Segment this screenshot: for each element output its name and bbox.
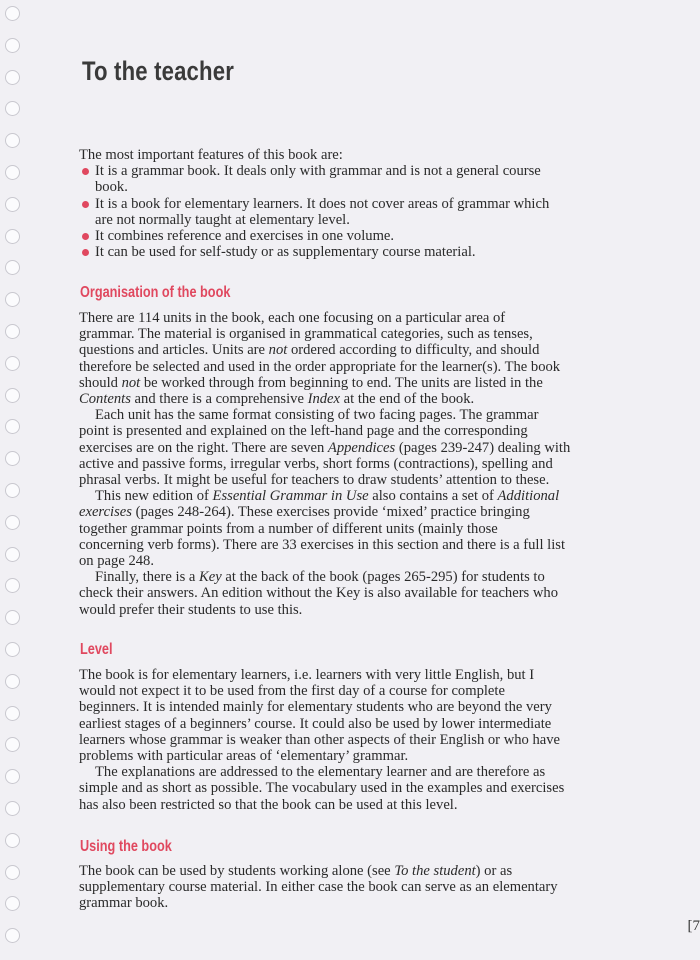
text-segment: The most important features of this book are:	[79, 147, 343, 163]
italic-text: Appendices	[327, 439, 396, 456]
text-line	[79, 699, 619, 715]
binder-hole-icon	[5, 356, 20, 371]
binder-hole-icon	[5, 515, 20, 530]
bullet-icon	[82, 201, 89, 208]
text-segment: Finally, there is a	[95, 569, 200, 586]
italic-text: not	[121, 374, 141, 391]
text-line	[79, 569, 619, 585]
binder-hole-icon	[5, 865, 20, 880]
text-segment: check their answers. An edition without the Key is also available for teachers who	[79, 585, 559, 602]
page-title: To the teacher	[82, 56, 234, 86]
binder-hole-icon	[5, 547, 20, 562]
binder-hole-icon	[5, 737, 20, 752]
using-block	[79, 863, 619, 912]
text-segment: exercises are on the right. There are seven	[79, 439, 328, 456]
binder-hole-icon	[5, 165, 20, 180]
text-line	[79, 179, 619, 195]
text-segment: on page 248.	[79, 553, 154, 570]
binder-hole-icon	[5, 197, 20, 212]
italic-text: Additional	[497, 488, 560, 505]
text-segment: therefore be selected and used in the order appropriate for the learner(s). The book	[79, 358, 561, 375]
text-line	[79, 780, 619, 796]
text-line	[79, 310, 619, 326]
binder-hole-icon	[5, 578, 20, 593]
level-block	[79, 667, 619, 813]
text-segment: problems with particular areas of ‘elementary’ grammar.	[79, 748, 409, 765]
binder-hole-icon	[5, 419, 20, 434]
text-segment: should	[79, 374, 122, 391]
intro-block	[79, 147, 619, 260]
text-segment: ) or as	[475, 863, 513, 879]
text-line	[79, 147, 619, 163]
binder-hole-icon	[5, 833, 20, 848]
text-segment: be worked through from beginning to end. The units are listed in the	[140, 374, 543, 391]
binder-hole-icon	[5, 896, 20, 911]
text-segment: concerning verb forms). There are 33 exercises in this section and there is a full list	[79, 536, 566, 553]
text-segment: This new edition of	[95, 488, 213, 505]
binder-hole-icon	[5, 801, 20, 816]
text-segment: are not normally taught at elementary level.	[95, 211, 350, 228]
italic-text: not	[268, 342, 288, 359]
bullet-icon	[82, 233, 89, 240]
binder-hole-icon	[5, 70, 20, 85]
text-segment: The book can be used by students working alone (see	[79, 863, 395, 879]
italic-text: Contents	[79, 391, 131, 408]
binder-hole-icon	[5, 388, 20, 403]
text-segment: There are 114 units in the book, each one focusing on a particular area of	[79, 310, 506, 326]
text-segment: point is presented and explained on the left-hand page and the corresponding	[79, 423, 528, 440]
text-line	[79, 407, 619, 423]
binder-hole-icon	[5, 451, 20, 466]
binder-hole-icon	[5, 706, 20, 721]
text-line	[79, 683, 619, 699]
organisation-block	[79, 310, 619, 618]
text-line	[79, 748, 619, 764]
bullet-item	[79, 228, 619, 244]
text-line	[79, 863, 619, 879]
text-line	[79, 375, 619, 391]
text-segment: and there is a comprehensive	[130, 391, 308, 408]
binder-hole-icon	[5, 38, 20, 53]
text-line	[79, 440, 619, 456]
text-line	[79, 359, 619, 375]
text-segment: beginners. It is intended mainly for elementary students who are beyond the very	[79, 699, 552, 716]
binder-hole-icon	[5, 260, 20, 275]
binder-hole-icon	[5, 6, 20, 21]
text-segment: It can be used for self-study or as supplementary course material.	[95, 244, 476, 261]
bullet-item	[79, 163, 619, 179]
binder-hole-icon	[5, 769, 20, 784]
binder-hole-icon	[5, 324, 20, 339]
text-line	[79, 879, 619, 895]
text-segment: grammar. The material is organised in grammatical categories, such as tenses,	[79, 326, 533, 343]
text-segment: earliest stages of a beginners’ course. It could also be used by lower intermediate	[79, 715, 552, 732]
text-segment: (pages 239-247) dealing with	[395, 439, 571, 456]
binder-hole-icon	[5, 101, 20, 116]
text-segment: active and passive forms, irregular verbs, short forms (contractions), spelling and	[79, 455, 553, 472]
binder-hole-icon	[5, 642, 20, 657]
text-segment: questions and articles. Units are	[79, 342, 269, 359]
binder-hole-icon	[5, 674, 20, 689]
text-line	[79, 667, 619, 683]
text-segment: would not expect it to be used from the first day of a course for complete	[79, 683, 505, 700]
italic-text: To the student	[394, 863, 476, 879]
heading-using-the-book: Using the book	[80, 838, 172, 855]
text-line	[79, 326, 619, 342]
page-number: [7	[687, 918, 700, 934]
italic-text: Index	[307, 391, 340, 408]
binder-hole-icon	[5, 229, 20, 244]
bullet-item	[79, 244, 619, 260]
text-line	[79, 585, 619, 601]
text-line	[79, 521, 619, 537]
text-line	[79, 716, 619, 732]
text-line	[79, 504, 619, 520]
text-segment: would prefer their students to use this.	[79, 601, 303, 618]
text-line	[79, 895, 619, 911]
italic-text: Key	[199, 569, 222, 586]
binder-hole-icon	[5, 133, 20, 148]
text-segment: It is a book for elementary learners. It does not cover areas of grammar which	[95, 195, 550, 212]
text-line	[79, 488, 619, 504]
heading-level: Level	[80, 641, 113, 658]
binder-hole-icon	[5, 483, 20, 498]
text-line	[79, 423, 619, 439]
text-line	[79, 797, 619, 813]
text-segment: together grammar points from a number of different units (mainly those	[79, 520, 498, 537]
binder-hole-icon	[5, 928, 20, 943]
text-segment: The book is for elementary learners, i.e. learners with very little English, but I	[79, 667, 535, 683]
italic-text: exercises	[79, 504, 132, 521]
text-segment: ordered according to difficulty, and should	[287, 342, 540, 359]
text-line	[79, 472, 619, 488]
binder-hole-icon	[5, 292, 20, 307]
text-line	[79, 553, 619, 569]
text-segment: grammar book.	[79, 895, 169, 912]
text-line	[79, 764, 619, 780]
text-segment: Each unit has the same format consisting of two facing pages. The grammar	[95, 407, 539, 424]
binder-holes	[0, 0, 30, 960]
text-segment: learners whose grammar is weaker than other aspects of their English or who have	[79, 731, 561, 748]
bullet-item	[79, 196, 619, 212]
bullet-icon	[82, 249, 89, 256]
text-line	[79, 391, 619, 407]
heading-organisation: Organisation of the book	[80, 284, 231, 301]
text-segment: The explanations are addressed to the elementary learner and are therefore as	[95, 764, 546, 781]
text-segment: at the back of the book (pages 265-295) for students to	[221, 569, 545, 586]
text-segment: book.	[95, 179, 128, 196]
text-segment: also contains a set of	[368, 488, 498, 505]
text-segment: supplementary course material. In either case the book can serve as an elementary	[79, 879, 558, 896]
text-line	[79, 602, 619, 618]
text-segment: (pages 248-264). These exercises provide ‘mixed’ practice bringing	[131, 504, 530, 521]
text-line	[79, 212, 619, 228]
text-line	[79, 342, 619, 358]
text-line	[79, 732, 619, 748]
italic-text: Essential Grammar in Use	[212, 488, 369, 505]
text-segment: It is a grammar book. It deals only with grammar and is not a general course	[95, 163, 541, 180]
text-line	[79, 456, 619, 472]
text-segment: It combines reference and exercises in one volume.	[95, 228, 395, 245]
binder-hole-icon	[5, 610, 20, 625]
text-segment: phrasal verbs. It might be useful for teachers to draw students’ attention to these.	[79, 472, 550, 489]
text-segment: simple and as short as possible. The vocabulary used in the examples and exercises	[79, 780, 565, 797]
text-line	[79, 537, 619, 553]
text-segment: at the end of the book.	[340, 391, 475, 408]
bullet-icon	[82, 168, 89, 175]
text-segment: has also been restricted so that the book can be used at this level.	[79, 796, 458, 813]
